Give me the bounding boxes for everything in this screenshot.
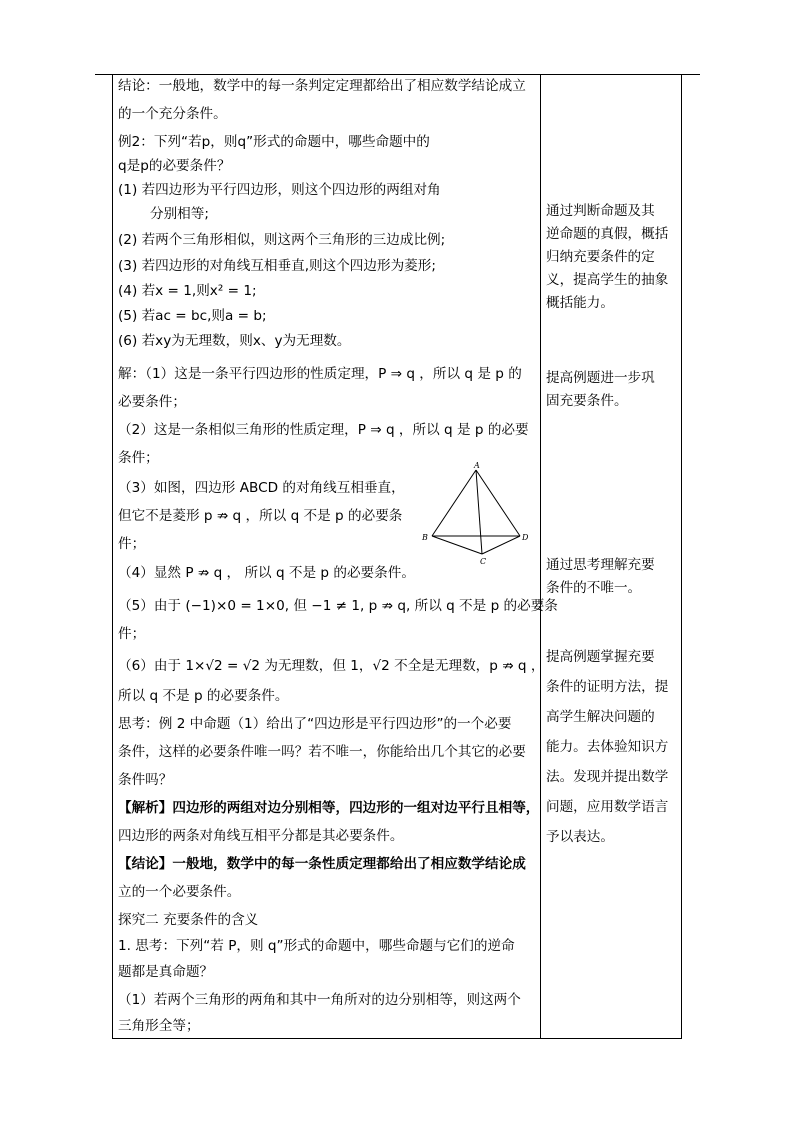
explore-heading: 探究二 充要条件的含义 — [118, 912, 259, 928]
explore-item-1-line-2: 三角形全等； — [118, 1018, 200, 1034]
side-note-4 — [546, 642, 676, 852]
side-note-4-line: 能力。去体验知识方 — [546, 739, 669, 755]
column-divider — [540, 75, 541, 1038]
side-note-1-line: 义，提高学生的抽象 — [546, 272, 669, 288]
side-note-4-line: 法。发现并提出数学 — [546, 769, 669, 785]
side-note-4-line: 条件的证明方法，提 — [546, 679, 669, 695]
side-note-3-line: 通过思考理解充要 — [546, 557, 655, 573]
solution-1-line-2: 必要条件； — [118, 394, 186, 410]
diagonal-ac — [476, 470, 482, 554]
result-line-1: 【结论】一般地，数学中的每一条性质定理都给出了相应数学结论成 — [118, 856, 526, 872]
example-item-3: (3) 若四边形的对角线互相垂直,则这个四边形为菱形; — [118, 258, 436, 274]
thinking-line-1: 思考：例 2 中命题（1）给出了“四边形是平行四边形”的一个必要 — [118, 716, 512, 732]
explore-line-1: 1. 思考：下列“若 P，则 q”形式的命题中，哪些命题与它们的逆命 — [118, 938, 515, 954]
solution-2-line-1: （2）这是一条相似三角形的性质定理，P ⇒ q ，所以 q 是 p 的必要 — [118, 422, 529, 438]
example-item-1-cont: 分别相等; — [150, 206, 209, 222]
solution-6-line-2: 所以 q 不是 p 的必要条件。 — [118, 688, 289, 704]
side-note-1 — [546, 200, 676, 315]
side-note-4-line: 高学生解决问题的 — [546, 709, 655, 725]
analysis-line-2: 四边形的两条对角线互相平分都是其必要条件。 — [118, 828, 404, 844]
example-item-5: (5) 若ac = bc,则a = b; — [118, 308, 267, 324]
conclusion-line-1: 结论：一般地，数学中的每一条判定定理都给出了相应数学结论成立 — [118, 78, 526, 94]
explore-line-2: 题都是真命题？ — [118, 964, 214, 980]
conclusion-line-2: 的一个充分条件。 — [118, 106, 227, 122]
thinking-line-2: 条件，这样的必要条件唯一吗？若不唯一，你能给出几个其它的必要 — [118, 744, 526, 760]
thinking-line-3: 条件吗？ — [118, 772, 173, 788]
side-note-4-line: 问题，应用数学语言 — [546, 799, 669, 815]
label-c: C — [480, 557, 487, 566]
edge-dc — [482, 536, 520, 554]
side-note-3-line: 条件的不唯一。 — [546, 580, 642, 596]
solution-3-line-2: 但它不是菱形 p ⇏ q ，所以 q 不是 p 的必要条 — [118, 508, 403, 524]
edge-bc — [432, 536, 482, 554]
example2-line-1: 例2：下列“若p，则q”形式的命题中，哪些命题中的 — [118, 134, 430, 150]
label-a: A — [474, 462, 480, 470]
side-note-1-line: 逆命题的真假，概括 — [546, 226, 669, 242]
example2-line-2: q是p的必要条件？ — [118, 158, 231, 174]
example-item-4: (4) 若x = 1,则x² = 1; — [118, 283, 257, 299]
solution-6-line-1: （6）由于 1×√2 = √2 为无理数，但 1，√2 不全是无理数，p ⇏ q ， — [118, 658, 545, 674]
solution-3-line-3: 件； — [118, 536, 146, 552]
solution-5-line-2: 件； — [118, 626, 146, 642]
side-note-4-line: 予以表达。 — [546, 829, 614, 845]
side-note-2-line: 提高例题进一步巩 — [546, 370, 655, 386]
side-note-2-line: 固充要条件。 — [546, 393, 628, 409]
side-note-3 — [546, 554, 676, 600]
label-d: D — [522, 533, 529, 542]
solution-1-line-1: 解：（1）这是一条平行四边形的性质定理，P ⇒ q ，所以 q 是 p 的 — [118, 366, 522, 382]
side-note-4-line: 提高例题掌握充要 — [546, 649, 655, 665]
solution-5-line-1: （5）由于 (−1)×0 = 1×0, 但 −1 ≠ 1, p ⇏ q, 所以 q 不是 p 的必要条 — [118, 598, 558, 614]
side-note-2 — [546, 367, 676, 413]
solution-3-line-1: （3）如图，四边形 ABCD 的对角线互相垂直， — [118, 480, 405, 496]
edge-ad — [476, 470, 520, 536]
explore-item-1-line-1: （1）若两个三角形的两角和其中一角所对的边分别相等，则这两个 — [118, 992, 521, 1008]
quadrilateral-figure — [420, 462, 532, 570]
example-item-1: (1) 若四边形为平行四边形，则这个四边形的两组对角 — [118, 182, 441, 198]
analysis-line-1: 【解析】四边形的两组对边分别相等，四边形的一组对边平行且相等， — [118, 800, 540, 816]
solution-4: （4）显然 P ⇏ q ， 所以 q 不是 p 的必要条件。 — [118, 565, 415, 581]
label-b: B — [422, 533, 428, 542]
edge-ab — [432, 470, 476, 536]
side-note-1-line: 通过判断命题及其 — [546, 203, 655, 219]
example-item-6: (6) 若xy为无理数，则x、y为无理数。 — [118, 333, 351, 349]
side-note-1-line: 归纳充要条件的定 — [546, 249, 655, 265]
solution-2-line-2: 条件； — [118, 450, 159, 466]
side-note-1-line: 概括能力。 — [546, 295, 614, 311]
result-line-2: 立的一个必要条件。 — [118, 884, 241, 900]
example-item-2: (2) 若两个三角形相似，则这两个三角形的三边成比例; — [118, 232, 446, 248]
